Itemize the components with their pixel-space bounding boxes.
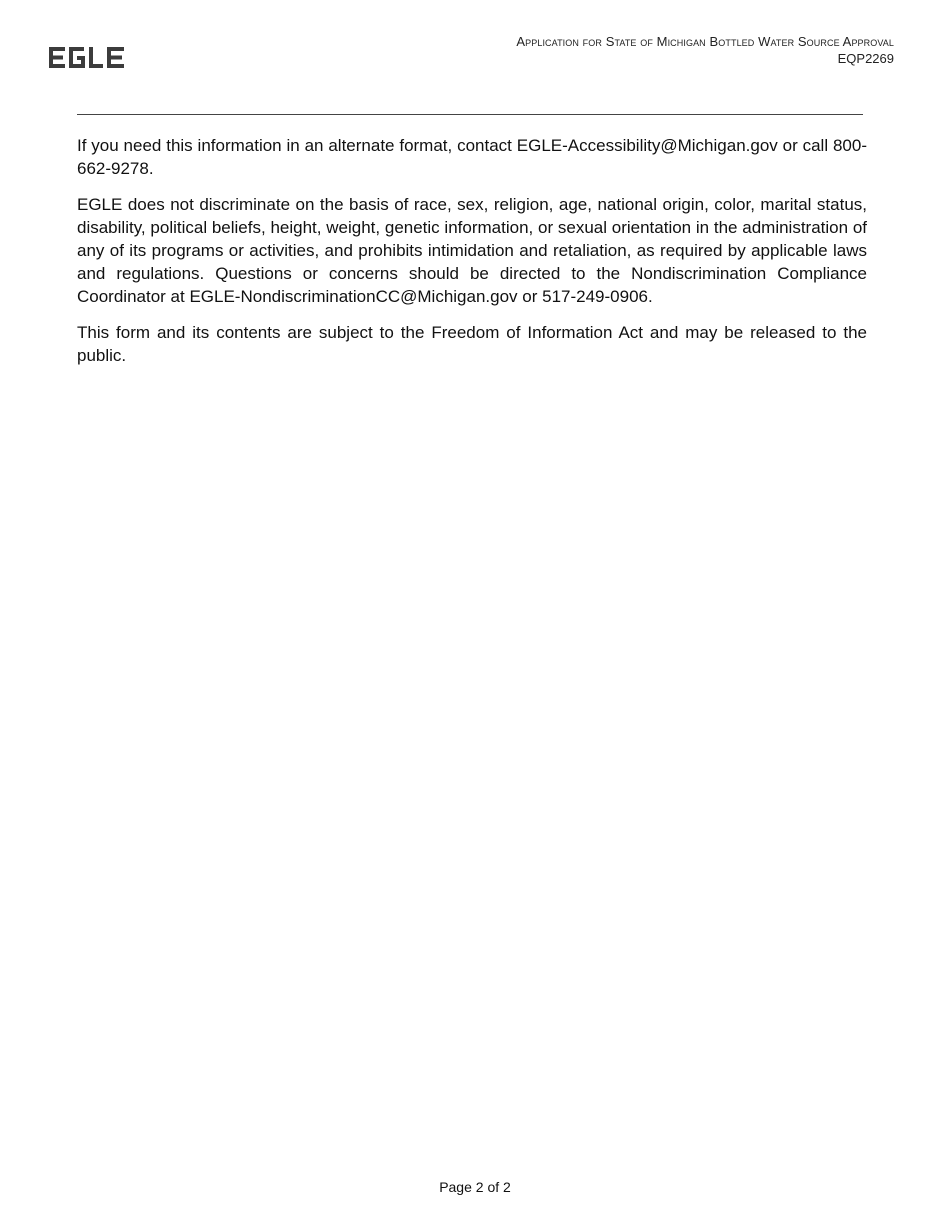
egle-logo [48, 44, 128, 72]
nondiscrimination-paragraph: EGLE does not discriminate on the basis of race, sex, religion, age, national origin, color, marital status, disability, political beliefs, height, weight, genetic information, or sexual orientation in the administration of any of its programs or activities, and prohibits intimidation and retaliation, as required by applicable laws and regulations. Questions or concerns should be directed to the Nondiscrimination Compliance Coordinator at EGLE-NondiscriminationCC@Michigan.gov or 517-249-0906. [77, 195, 867, 306]
page-number: Page 2 of 2 [439, 1179, 511, 1195]
accessibility-paragraph: If you need this information in an alternate format, contact EGLE-Accessibility@Michigan.gov or call 800-662-9278. [77, 136, 867, 178]
form-title: Application for State of Michigan Bottled Water Source Approval [516, 34, 894, 49]
form-number: EQP2269 [837, 51, 894, 66]
document-body [77, 134, 867, 380]
foia-paragraph: This form and its contents are subject to the Freedom of Information Act and may be released to the public. [77, 323, 867, 365]
form-header [516, 33, 894, 67]
header-divider [77, 114, 863, 115]
